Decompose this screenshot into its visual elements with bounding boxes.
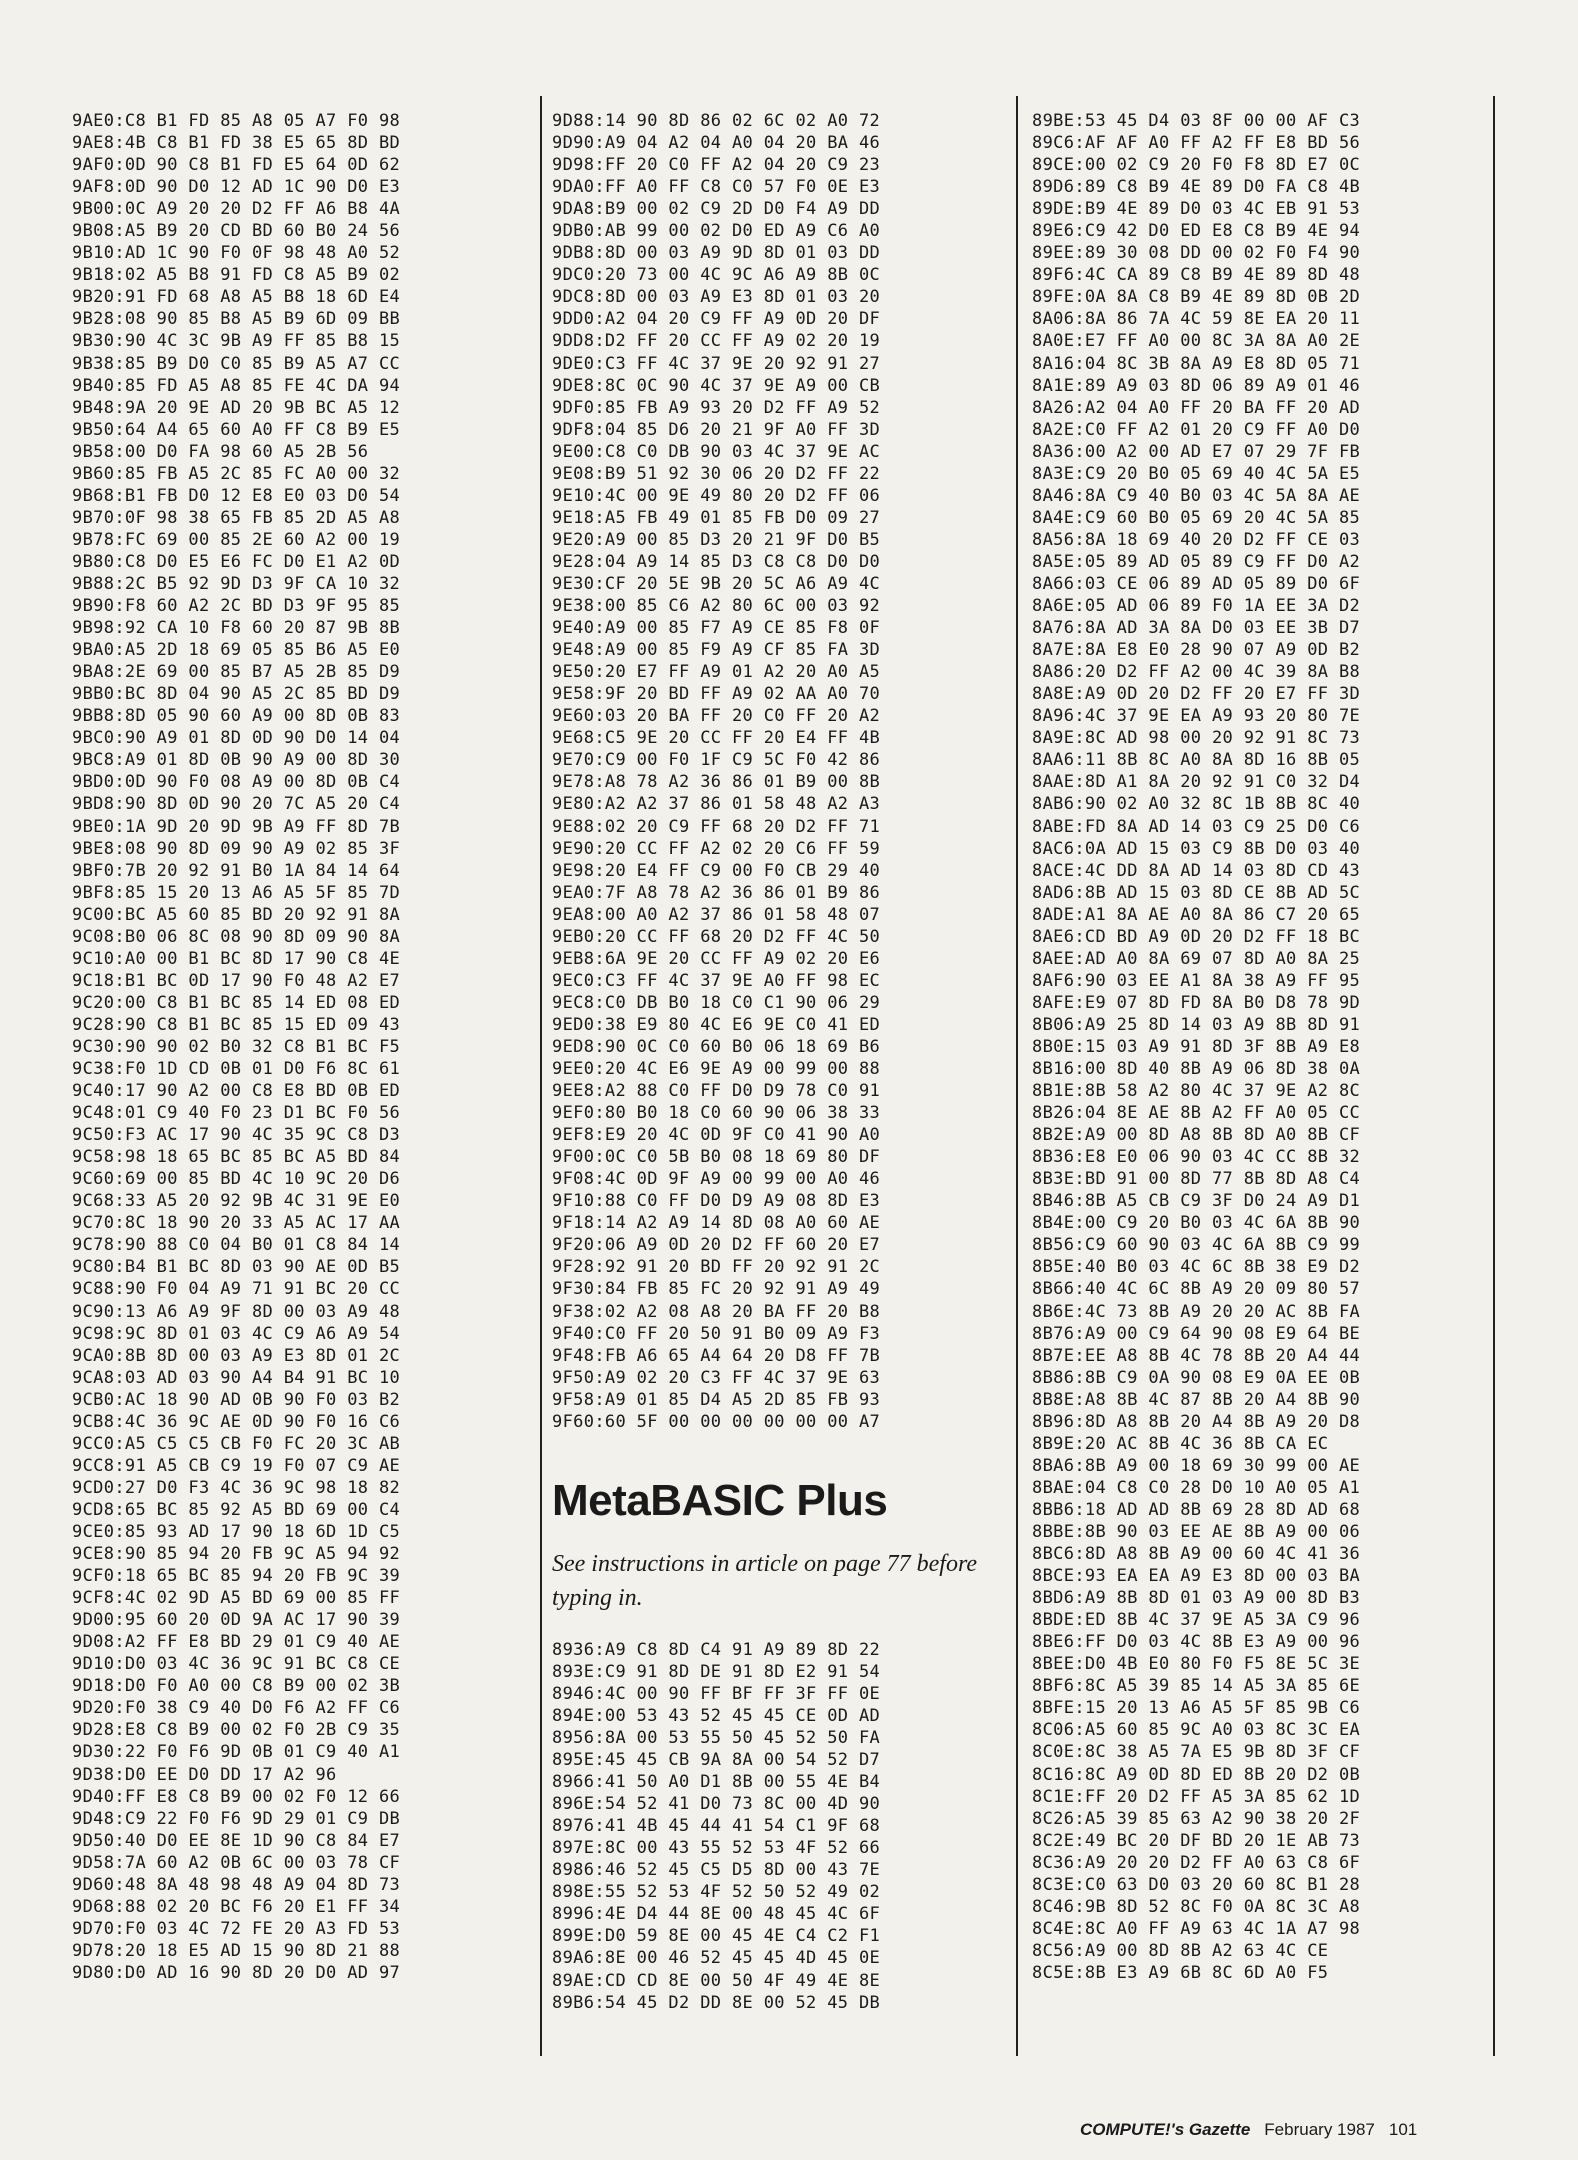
listing-block <box>552 110 992 1433</box>
listing-line: 9BE8:08 90 8D 09 90 A9 02 85 3F <box>72 838 401 859</box>
listing-line: 9EE0:20 4C E6 9E A9 00 99 00 88 <box>552 1059 881 1080</box>
listing-line: 8BD6:A9 8B 8D 01 03 A9 00 8D B3 <box>1032 1588 1361 1609</box>
listing-line: 9B40:85 FD A5 A8 85 FE 4C DA 94 <box>72 375 401 396</box>
issue-date: February 1987 <box>1264 2120 1375 2139</box>
listing-line: 9ED8:90 0C C0 60 B0 06 18 69 B6 <box>552 1036 881 1057</box>
listing-line: 9E18:A5 FB 49 01 85 FB D0 09 27 <box>552 507 881 528</box>
listing-line: 8986:46 52 45 C5 D5 8D 00 43 7E <box>552 1860 881 1881</box>
listing-line: 9C40:17 90 A2 00 C8 E8 BD 0B ED <box>72 1081 401 1102</box>
listing-line: 9EF8:E9 20 4C 0D 9F C0 41 90 A0 <box>552 1125 881 1146</box>
listing-line: 8C5E:8B E3 A9 6B 8C 6D A0 F5 <box>1032 1962 1329 1983</box>
listing-line: 9CA8:03 AD 03 90 A4 B4 91 BC 10 <box>72 1367 401 1388</box>
listing-line: 9E70:C9 00 F0 1F C9 5C F0 42 86 <box>552 750 881 771</box>
listing-line: 9B88:2C B5 92 9D D3 9F CA 10 32 <box>72 573 401 594</box>
listing-line: 9C48:01 C9 40 F0 23 D1 BC F0 56 <box>72 1103 401 1124</box>
listing-line: 9DC8:8D 00 03 A9 E3 8D 01 03 20 <box>552 287 881 308</box>
listing-line: 8956:8A 00 53 55 50 45 52 50 FA <box>552 1728 881 1748</box>
listing-line: 9F30:84 FB 85 FC 20 92 91 A9 49 <box>552 1279 881 1300</box>
listing-line: 9C50:F3 AC 17 90 4C 35 9C C8 D3 <box>72 1125 401 1146</box>
listing-line: 9B98:92 CA 10 F8 60 20 87 9B 8B <box>72 618 401 639</box>
listing-line: 9D08:A2 FF E8 BD 29 01 C9 40 AE <box>72 1632 401 1653</box>
listing-line: 9BD0:0D 90 F0 08 A9 00 8D 0B C4 <box>72 772 401 793</box>
listing-line: 8A2E:C0 FF A2 01 20 C9 FF A0 D0 <box>1032 419 1361 440</box>
listing-line: 9D18:D0 F0 A0 00 C8 B9 00 02 3B <box>72 1676 401 1697</box>
listing-line: 9EA0:7F A8 78 A2 36 86 01 B9 86 <box>552 882 881 903</box>
listing-line: 9C80:B4 B1 BC 8D 03 90 AE 0D B5 <box>72 1257 401 1278</box>
listing-line: 9C68:33 A5 20 92 9B 4C 31 9E E0 <box>72 1191 401 1212</box>
page-number: 101 <box>1388 2120 1418 2139</box>
listing-line: 9D50:40 D0 EE 8E 1D 90 C8 84 E7 <box>72 1830 401 1851</box>
listing-line: 9D98:FF 20 C0 FF A2 04 20 C9 23 <box>552 155 881 176</box>
listing-line: 9F60:60 5F 00 00 00 00 00 00 A7 <box>552 1411 881 1432</box>
listing-line: 8A56:8A 18 69 40 20 D2 FF CE 03 <box>1032 529 1361 550</box>
listing-line: 9CE8:90 85 94 20 FB 9C A5 94 92 <box>72 1544 401 1565</box>
listing-line: 89B6:54 45 D2 DD 8E 00 52 45 DB <box>552 1992 881 2013</box>
listing-line: 89E6:C9 42 D0 ED E8 C8 B9 4E 94 <box>1032 221 1361 242</box>
listing-line: 8A0E:E7 FF A0 00 8C 3A 8A A0 2E <box>1032 331 1361 352</box>
listing-line: 8BEE:D0 4B E0 80 F0 F5 8E 5C 3E <box>1032 1654 1361 1675</box>
listing-line: 8A66:03 CE 06 89 AD 05 89 D0 6F <box>1032 573 1361 594</box>
listing-line: 9D60:48 8A 48 98 48 A9 04 8D 73 <box>72 1874 401 1895</box>
listing-line: 9CE0:85 93 AD 17 90 18 6D 1D C5 <box>72 1522 401 1542</box>
listing-line: 9D00:95 60 20 0D 9A AC 17 90 39 <box>72 1610 401 1631</box>
listing-line: 8B2E:A9 00 8D A8 8B 8D A0 8B CF <box>1032 1125 1361 1146</box>
listing-line: 9B70:0F 98 38 65 FB 85 2D A5 A8 <box>72 507 401 528</box>
listing-line: 8AB6:90 02 A0 32 8C 1B 8B 8C 40 <box>1032 794 1361 815</box>
listing-line: 9C60:69 00 85 BD 4C 10 9C 20 D6 <box>72 1169 401 1190</box>
listing-column-1 <box>72 110 512 1984</box>
listing-line: 8B76:A9 00 C9 64 90 08 E9 64 BE <box>1032 1323 1361 1344</box>
listing-line: 9B18:02 A5 B8 91 FD C8 A5 B9 02 <box>72 265 401 286</box>
listing-line: 9C30:90 90 02 B0 32 C8 B1 BC F5 <box>72 1036 401 1057</box>
listing-line: 9BC0:90 A9 01 8D 0D 90 D0 14 04 <box>72 728 401 749</box>
listing-line: 9BB0:BC 8D 04 90 A5 2C 85 BD D9 <box>72 684 401 705</box>
listing-line: 9CD8:65 BC 85 92 A5 BD 69 00 C4 <box>72 1499 401 1520</box>
listing-line: 9BA8:2E 69 00 85 B7 A5 2B 85 D9 <box>72 662 401 683</box>
page-footer <box>1080 2120 1417 2140</box>
listing-line: 9BE0:1A 9D 20 9D 9B A9 FF 8D 7B <box>72 816 401 837</box>
listing-line: 9F28:92 91 20 BD FF 20 92 91 2C <box>552 1257 881 1278</box>
listing-line: 9B68:B1 FB D0 12 E8 E0 03 D0 54 <box>72 485 401 506</box>
listing-line: 9DE8:8C 0C 90 4C 37 9E A9 00 CB <box>552 375 881 396</box>
magazine-name: COMPUTE!'s Gazette <box>1080 2120 1251 2139</box>
listing-line: 8C1E:FF 20 D2 FF A5 3A 85 62 1D <box>1032 1786 1361 1807</box>
listing-line: 8B36:E8 E0 06 90 03 4C CC 8B 32 <box>1032 1147 1361 1168</box>
listing-line: 9D28:E8 C8 B9 00 02 F0 2B C9 35 <box>72 1720 401 1741</box>
listing-line: 8B96:8D A8 8B 20 A4 8B A9 20 D8 <box>1032 1411 1361 1432</box>
listing-line: 9CA0:8B 8D 00 03 A9 E3 8D 01 2C <box>72 1345 401 1366</box>
listing-line: 9AE0:C8 B1 FD 85 A8 05 A7 F0 98 <box>72 111 401 131</box>
listing-line: 89DE:B9 4E 89 D0 03 4C EB 91 53 <box>1032 199 1361 220</box>
listing-line: 9DB8:8D 00 03 A9 9D 8D 01 03 DD <box>552 243 881 264</box>
listing-line: 9DD0:A2 04 20 C9 FF A9 0D 20 DF <box>552 309 881 330</box>
listing-line: 9B80:C8 D0 E5 E6 FC D0 E1 A2 0D <box>72 551 401 572</box>
listing-line: 8AC6:0A AD 15 03 C9 8B D0 03 40 <box>1032 838 1361 859</box>
listing-line: 9E10:4C 00 9E 49 80 20 D2 FF 06 <box>552 485 881 506</box>
listing-line: 8C3E:C0 63 D0 03 20 60 8C B1 28 <box>1032 1874 1361 1895</box>
listing-line: 898E:55 52 53 4F 52 50 52 49 02 <box>552 1882 881 1903</box>
listing-line: 8AA6:11 8B 8C A0 8A 8D 16 8B 05 <box>1032 750 1361 771</box>
listing-line: 9E90:20 CC FF A2 02 20 C6 FF 59 <box>552 838 881 859</box>
listing-line: 89A6:8E 00 46 52 45 45 4D 45 0E <box>552 1948 881 1969</box>
listing-line: 8A9E:8C AD 98 00 20 92 91 8C 73 <box>1032 728 1361 749</box>
listing-line: 9B08:A5 B9 20 CD BD 60 B0 24 56 <box>72 221 401 242</box>
listing-line: 8B16:00 8D 40 8B A9 06 8D 38 0A <box>1032 1059 1361 1080</box>
listing-line: 9AF0:0D 90 C8 B1 FD E5 64 0D 62 <box>72 155 401 176</box>
listing-line: 9B90:F8 60 A2 2C BD D3 9F 95 85 <box>72 596 401 617</box>
listing-line: 9C28:90 C8 B1 BC 85 15 ED 09 43 <box>72 1014 401 1035</box>
listing-line: 9EB0:20 CC FF 68 20 D2 FF 4C 50 <box>552 926 881 947</box>
listing-line: 8BA6:8B A9 00 18 69 30 99 00 AE <box>1032 1455 1361 1476</box>
listing-line: 89CE:00 02 C9 20 F0 F8 8D E7 0C <box>1032 155 1361 176</box>
listing-line: 8B9E:20 AC 8B 4C 36 8B CA EC <box>1032 1433 1329 1454</box>
listing-line: 8B46:8B A5 CB C9 3F D0 24 A9 D1 <box>1032 1191 1361 1212</box>
listing-line: 9CC0:A5 C5 C5 CB F0 FC 20 3C AB <box>72 1433 401 1454</box>
listing-line: 9E28:04 A9 14 85 D3 C8 C8 D0 D0 <box>552 551 881 572</box>
listing-line: 9C78:90 88 C0 04 B0 01 C8 84 14 <box>72 1235 401 1256</box>
listing-line: 9EC8:C0 DB B0 18 C0 C1 90 06 29 <box>552 992 881 1013</box>
listing-line: 8A8E:A9 0D 20 D2 FF 20 E7 FF 3D <box>1032 684 1361 705</box>
listing-line: 9E30:CF 20 5E 9B 20 5C A6 A9 4C <box>552 573 881 594</box>
listing-line: 9DC0:20 73 00 4C 9C A6 A9 8B 0C <box>552 265 881 286</box>
listing-line: 8B4E:00 C9 20 B0 03 4C 6A 8B 90 <box>1032 1213 1361 1234</box>
listing-line: 9EB8:6A 9E 20 CC FF A9 02 20 E6 <box>552 948 881 969</box>
listing-line: 8B86:8B C9 0A 90 08 E9 0A EE 0B <box>1032 1367 1361 1388</box>
listing-line: 894E:00 53 43 52 45 45 CE 0D AD <box>552 1705 881 1726</box>
listing-line: 9E58:9F 20 BD FF A9 02 AA A0 70 <box>552 684 881 705</box>
listing-line: 9E80:A2 A2 37 86 01 58 48 A2 A3 <box>552 794 881 815</box>
listing-line: 9F58:A9 01 85 D4 A5 2D 85 FB 93 <box>552 1389 881 1410</box>
listing-line: 8BF6:8C A5 39 85 14 A5 3A 85 6E <box>1032 1676 1361 1697</box>
listing-line: 89BE:53 45 D4 03 8F 00 00 AF C3 <box>1032 111 1361 131</box>
listing-line: 8A36:00 A2 00 AD E7 07 29 7F FB <box>1032 441 1361 462</box>
listing-line: 9D38:D0 EE D0 DD 17 A2 96 <box>72 1764 337 1785</box>
listing-line: 9E40:A9 00 85 F7 A9 CE 85 F8 0F <box>552 618 881 639</box>
listing-line: 8B56:C9 60 90 03 4C 6A 8B C9 99 <box>1032 1235 1361 1256</box>
listing-line: 8AD6:8B AD 15 03 8D CE 8B AD 5C <box>1032 882 1361 903</box>
listing-line: 8966:41 50 A0 D1 8B 00 55 4E B4 <box>552 1772 881 1793</box>
listing-line: 8A4E:C9 60 B0 05 69 20 4C 5A 85 <box>1032 507 1361 528</box>
listing-line: 9DF0:85 FB A9 93 20 D2 FF A9 52 <box>552 397 881 418</box>
listing-line: 8AFE:E9 07 8D FD 8A B0 D8 78 9D <box>1032 992 1361 1013</box>
listing-line: 9DB0:AB 99 00 02 D0 ED A9 C6 A0 <box>552 221 881 242</box>
listing-line: 9C00:BC A5 60 85 BD 20 92 91 8A <box>72 904 401 925</box>
listing-line: 8A6E:05 AD 06 89 F0 1A EE 3A D2 <box>1032 596 1361 617</box>
listing-line: 9CF8:4C 02 9D A5 BD 69 00 85 FF <box>72 1588 401 1609</box>
listing-line: 8C36:A9 20 20 D2 FF A0 63 C8 6F <box>1032 1852 1361 1873</box>
listing-line: 9D68:88 02 20 BC F6 20 E1 FF 34 <box>72 1896 401 1917</box>
listing-line: 9E20:A9 00 85 D3 20 21 9F D0 B5 <box>552 529 881 550</box>
listing-line: 9C20:00 C8 B1 BC 85 14 ED 08 ED <box>72 992 401 1013</box>
listing-line: 9D88:14 90 8D 86 02 6C 02 A0 72 <box>552 111 881 131</box>
listing-line: 9D90:A9 04 A2 04 A0 04 20 BA 46 <box>552 133 881 154</box>
listing-line: 9E50:20 E7 FF A9 01 A2 20 A0 A5 <box>552 662 881 683</box>
section-title: MetaBASIC Plus <box>552 1475 888 1525</box>
listing-line: 9EF0:80 B0 18 C0 60 90 06 38 33 <box>552 1103 881 1124</box>
listing-line: 8A46:8A C9 40 B0 03 4C 5A 8A AE <box>1032 485 1361 506</box>
listing-line: 9C70:8C 18 90 20 33 A5 AC 17 AA <box>72 1213 401 1234</box>
column-rule <box>540 96 542 2056</box>
listing-line: 9F20:06 A9 0D 20 D2 FF 60 20 E7 <box>552 1235 881 1256</box>
listing-line: 8BE6:FF D0 03 4C 8B E3 A9 00 96 <box>1032 1632 1361 1653</box>
listing-line: 9EC0:C3 FF 4C 37 9E A0 FF 98 EC <box>552 970 881 991</box>
listing-column-2 <box>552 110 992 2014</box>
listing-line: 8A3E:C9 20 B0 05 69 40 4C 5A E5 <box>1032 463 1361 484</box>
listing-line: 9F08:4C 0D 9F A9 00 99 00 A0 46 <box>552 1169 881 1190</box>
listing-line: 9CB0:AC 18 90 AD 0B 90 F0 03 B2 <box>72 1389 401 1410</box>
listing-line: 9AE8:4B C8 B1 FD 38 E5 65 8D BD <box>72 133 401 154</box>
listing-line: 8BB6:18 AD AD 8B 69 28 8D AD 68 <box>1032 1499 1361 1520</box>
listing-line: 9EE8:A2 88 C0 FF D0 D9 78 C0 91 <box>552 1081 881 1102</box>
listing-line: 9BF0:7B 20 92 91 B0 1A 84 14 64 <box>72 860 401 881</box>
listing-line: 8936:A9 C8 8D C4 91 A9 89 8D 22 <box>552 1639 881 1660</box>
listing-line: 8C4E:8C A0 FF A9 63 4C 1A A7 98 <box>1032 1918 1361 1939</box>
listing-line: 8C2E:49 BC 20 DF BD 20 1E AB 73 <box>1032 1830 1361 1851</box>
listing-line: 9DA0:FF A0 FF C8 C0 57 F0 0E E3 <box>552 177 881 198</box>
listing-line: 9C38:F0 1D CD 0B 01 D0 F6 8C 61 <box>72 1059 401 1080</box>
listing-line: 893E:C9 91 8D DE 91 8D E2 91 54 <box>552 1661 881 1682</box>
listing-line: 9B00:0C A9 20 20 D2 FF A6 B8 4A <box>72 199 401 220</box>
listing-line: 8C06:A5 60 85 9C A0 03 8C 3C EA <box>1032 1720 1361 1741</box>
listing-line: 9C10:A0 00 B1 BC 8D 17 90 C8 4E <box>72 948 401 969</box>
listing-line: 8C46:9B 8D 52 8C F0 0A 8C 3C A8 <box>1032 1896 1361 1917</box>
listing-line: 9D78:20 18 E5 AD 15 90 8D 21 88 <box>72 1940 401 1961</box>
listing-line: 9F10:88 C0 FF D0 D9 A9 08 8D E3 <box>552 1191 881 1212</box>
listing-line: 8ABE:FD 8A AD 14 03 C9 25 D0 C6 <box>1032 816 1361 837</box>
listing-line: 8A7E:8A E8 E0 28 90 07 A9 0D B2 <box>1032 640 1361 661</box>
listing-line: 9B78:FC 69 00 85 2E 60 A2 00 19 <box>72 529 401 550</box>
listing-line: 9CB8:4C 36 9C AE 0D 90 F0 16 C6 <box>72 1411 401 1432</box>
listing-line: 9CD0:27 D0 F3 4C 36 9C 98 18 82 <box>72 1477 401 1498</box>
listing-line: 89D6:89 C8 B9 4E 89 D0 FA C8 4B <box>1032 177 1361 198</box>
listing-line: 9D48:C9 22 F0 F6 9D 29 01 C9 DB <box>72 1808 401 1829</box>
listing-block <box>552 1639 992 2014</box>
listing-line: 8AEE:AD A0 8A 69 07 8D A0 8A 25 <box>1032 948 1361 969</box>
listing-line: 9E78:A8 78 A2 36 86 01 B9 00 8B <box>552 772 881 793</box>
listing-line: 9D58:7A 60 A2 0B 6C 00 03 78 CF <box>72 1852 401 1873</box>
listing-line: 8A06:8A 86 7A 4C 59 8E EA 20 11 <box>1032 309 1361 330</box>
listing-line: 9F38:02 A2 08 A8 20 BA FF 20 B8 <box>552 1301 881 1322</box>
listing-line: 8A1E:89 A9 03 8D 06 89 A9 01 46 <box>1032 375 1361 396</box>
column-rule <box>1493 96 1495 2056</box>
listing-line: 89F6:4C CA 89 C8 B9 4E 89 8D 48 <box>1032 265 1361 286</box>
listing-line: 9F50:A9 02 20 C3 FF 4C 37 9E 63 <box>552 1367 881 1388</box>
listing-line: 9BA0:A5 2D 18 69 05 85 B6 A5 E0 <box>72 640 401 661</box>
listing-line: 8ADE:A1 8A AE A0 8A 86 C7 20 65 <box>1032 904 1361 925</box>
listing-line: 89C6:AF AF A0 FF A2 FF E8 BD 56 <box>1032 133 1361 154</box>
section-instructions: See instructions in article on page 77 before typing in. <box>552 1550 978 1611</box>
listing-line: 8BAE:04 C8 C0 28 D0 10 A0 05 A1 <box>1032 1477 1361 1498</box>
listing-line: 8A86:20 D2 FF A2 00 4C 39 8A B8 <box>1032 662 1361 683</box>
listing-line: 8C16:8C A9 0D 8D ED 8B 20 D2 0B <box>1032 1764 1361 1785</box>
listing-line: 8BDE:ED 8B 4C 37 9E A5 3A C9 96 <box>1032 1610 1361 1631</box>
listing-line: 8AAE:8D A1 8A 20 92 91 C0 32 D4 <box>1032 772 1361 793</box>
listing-line: 9D70:F0 03 4C 72 FE 20 A3 FD 53 <box>72 1918 401 1939</box>
listing-line: 9B10:AD 1C 90 F0 0F 98 48 A0 52 <box>72 243 401 264</box>
listing-line: 9EA8:00 A0 A2 37 86 01 58 48 07 <box>552 904 881 925</box>
listing-line: 8B8E:A8 8B 4C 87 8B 20 A4 8B 90 <box>1032 1389 1361 1410</box>
listing-line: 9BC8:A9 01 8D 0B 90 A9 00 8D 30 <box>72 750 401 771</box>
listing-line: 8BC6:8D A8 8B A9 00 60 4C 41 36 <box>1032 1544 1361 1565</box>
listing-line: 8A26:A2 04 A0 FF 20 BA FF 20 AD <box>1032 397 1361 418</box>
listing-line: 9E88:02 20 C9 FF 68 20 D2 FF 71 <box>552 816 881 837</box>
listing-line: 9B58:00 D0 FA 98 60 A5 2B 56 <box>72 441 369 462</box>
listing-line: 9C18:B1 BC 0D 17 90 F0 48 A2 E7 <box>72 970 401 991</box>
listing-column-3 <box>1032 110 1482 1984</box>
listing-line: 8BCE:93 EA EA A9 E3 8D 00 03 BA <box>1032 1566 1361 1587</box>
listing-line: 9D30:22 F0 F6 9D 0B 01 C9 40 A1 <box>72 1742 401 1763</box>
listing-line: 8B5E:40 B0 03 4C 6C 8B 38 E9 D2 <box>1032 1257 1361 1278</box>
listing-line: 9BD8:90 8D 0D 90 20 7C A5 20 C4 <box>72 794 401 815</box>
listing-line: 9E98:20 E4 FF C9 00 F0 CB 29 40 <box>552 860 881 881</box>
listing-line: 9B38:85 B9 D0 C0 85 B9 A5 A7 CC <box>72 353 401 374</box>
listing-line: 89EE:89 30 08 DD 00 02 F0 F4 90 <box>1032 243 1361 264</box>
listing-line: 8946:4C 00 90 FF BF FF 3F FF 0E <box>552 1683 881 1704</box>
listing-line: 8B26:04 8E AE 8B A2 FF A0 05 CC <box>1032 1103 1361 1124</box>
listing-line: 8C56:A9 00 8D 8B A2 63 4C CE <box>1032 1940 1329 1961</box>
listing-line: 9C58:98 18 65 BC 85 BC A5 BD 84 <box>72 1147 401 1168</box>
listing-line: 9D40:FF E8 C8 B9 00 02 F0 12 66 <box>72 1786 401 1807</box>
listing-line: 9E68:C5 9E 20 CC FF 20 E4 FF 4B <box>552 728 881 749</box>
listing-line: 9B50:64 A4 65 60 A0 FF C8 B9 E5 <box>72 419 401 440</box>
listing-line: 8B7E:EE A8 8B 4C 78 8B 20 A4 44 <box>1032 1345 1361 1366</box>
listing-line: 9B20:91 FD 68 A8 A5 B8 18 6D E4 <box>72 287 401 308</box>
listing-line: 9F00:0C C0 5B B0 08 18 69 80 DF <box>552 1147 881 1168</box>
listing-line: 8B0E:15 03 A9 91 8D 3F 8B A9 E8 <box>1032 1036 1361 1057</box>
listing-line: 8B1E:8B 58 A2 80 4C 37 9E A2 8C <box>1032 1081 1361 1102</box>
listing-line: 89FE:0A 8A C8 B9 4E 89 8D 0B 2D <box>1032 287 1361 308</box>
listing-line: 8B06:A9 25 8D 14 03 A9 8B 8D 91 <box>1032 1014 1361 1035</box>
listing-line: 9B28:08 90 85 B8 A5 B9 6D 09 BB <box>72 309 401 330</box>
listing-line: 9F40:C0 FF 20 50 91 B0 09 A9 F3 <box>552 1323 881 1344</box>
listing-line: 9CC8:91 A5 CB C9 19 F0 07 C9 AE <box>72 1455 401 1476</box>
listing-line: 9E00:C8 C0 DB 90 03 4C 37 9E AC <box>552 441 881 462</box>
listing-line: 9DA8:B9 00 02 C9 2D D0 F4 A9 DD <box>552 199 881 220</box>
listing-line: 9C88:90 F0 04 A9 71 91 BC 20 CC <box>72 1279 401 1300</box>
column-rule <box>1016 96 1018 2056</box>
listing-line: 9C98:9C 8D 01 03 4C C9 A6 A9 54 <box>72 1323 401 1344</box>
listing-line: 9B60:85 FB A5 2C 85 FC A0 00 32 <box>72 463 401 484</box>
listing-line: 9B48:9A 20 9E AD 20 9B BC A5 12 <box>72 397 401 418</box>
listing-line: 8C26:A5 39 85 63 A2 90 38 20 2F <box>1032 1808 1361 1829</box>
listing-line: 9BB8:8D 05 90 60 A9 00 8D 0B 83 <box>72 706 401 727</box>
listing-line: 8AE6:CD BD A9 0D 20 D2 FF 18 BC <box>1032 926 1361 947</box>
listing-line: 9C90:13 A6 A9 9F 8D 00 03 A9 48 <box>72 1301 401 1322</box>
listing-line: 9DF8:04 85 D6 20 21 9F A0 FF 3D <box>552 419 881 440</box>
listing-line: 8A76:8A AD 3A 8A D0 03 EE 3B D7 <box>1032 618 1361 639</box>
listing-line: 8A16:04 8C 3B 8A A9 E8 8D 05 71 <box>1032 353 1361 374</box>
listing-line: 899E:D0 59 8E 00 45 4E C4 C2 F1 <box>552 1926 881 1947</box>
listing-line: 897E:8C 00 43 55 52 53 4F 52 66 <box>552 1838 881 1859</box>
listing-line: 9D80:D0 AD 16 90 8D 20 D0 AD 97 <box>72 1962 401 1983</box>
listing-line: 9D10:D0 03 4C 36 9C 91 BC C8 CE <box>72 1654 401 1675</box>
listing-line: 8BFE:15 20 13 A6 A5 5F 85 9B C6 <box>1032 1698 1361 1719</box>
listing-line: 8BBE:8B 90 03 EE AE 8B A9 00 06 <box>1032 1522 1361 1542</box>
listing-line: 9DD8:D2 FF 20 CC FF A9 02 20 19 <box>552 331 881 352</box>
listing-line: 9CF0:18 65 BC 85 94 20 FB 9C 39 <box>72 1566 401 1587</box>
listing-line: 9ED0:38 E9 80 4C E6 9E C0 41 ED <box>552 1014 881 1035</box>
listing-line: 8A96:4C 37 9E EA A9 93 20 80 7E <box>1032 706 1361 727</box>
listing-line: 9C08:B0 06 8C 08 90 8D 09 90 8A <box>72 926 401 947</box>
listing-line: 9AF8:0D 90 D0 12 AD 1C 90 D0 E3 <box>72 177 401 198</box>
listing-line: 8B66:40 4C 6C 8B A9 20 09 80 57 <box>1032 1279 1361 1300</box>
listing-line: 9F48:FB A6 65 A4 64 20 D8 FF 7B <box>552 1345 881 1366</box>
listing-line: 9B30:90 4C 3C 9B A9 FF 85 B8 15 <box>72 331 401 352</box>
listing-line: 8AF6:90 03 EE A1 8A 38 A9 FF 95 <box>1032 970 1361 991</box>
listing-line: 9D20:F0 38 C9 40 D0 F6 A2 FF C6 <box>72 1698 401 1719</box>
listing-line: 9E08:B9 51 92 30 06 20 D2 FF 22 <box>552 463 881 484</box>
listing-line: 8B6E:4C 73 8B A9 20 20 AC 8B FA <box>1032 1301 1361 1322</box>
listing-line: 89AE:CD CD 8E 00 50 4F 49 4E 8E <box>552 1970 881 1991</box>
listing-line: 896E:54 52 41 D0 73 8C 00 4D 90 <box>552 1794 881 1815</box>
listing-line: 9E48:A9 00 85 F9 A9 CF 85 FA 3D <box>552 640 881 661</box>
listing-line: 8C0E:8C 38 A5 7A E5 9B 8D 3F CF <box>1032 1742 1361 1763</box>
listing-line: 9F18:14 A2 A9 14 8D 08 A0 60 AE <box>552 1213 881 1234</box>
listing-line: 8ACE:4C DD 8A AD 14 03 8D CD 43 <box>1032 860 1361 881</box>
listing-line: 8B3E:BD 91 00 8D 77 8B 8D A8 C4 <box>1032 1169 1361 1190</box>
listing-line: 9BF8:85 15 20 13 A6 A5 5F 85 7D <box>72 882 401 903</box>
listing-line: 895E:45 45 CB 9A 8A 00 54 52 D7 <box>552 1750 881 1771</box>
listing-line: 9E60:03 20 BA FF 20 C0 FF 20 A2 <box>552 706 881 727</box>
listing-line: 8A5E:05 89 AD 05 89 C9 FF D0 A2 <box>1032 551 1361 572</box>
listing-line: 9E38:00 85 C6 A2 80 6C 00 03 92 <box>552 596 881 617</box>
listing-line: 8976:41 4B 45 44 41 54 C1 9F 68 <box>552 1816 881 1837</box>
listing-line: 9DE0:C3 FF 4C 37 9E 20 92 91 27 <box>552 353 881 374</box>
listing-line: 8996:4E D4 44 8E 00 48 45 4C 6F <box>552 1904 881 1925</box>
